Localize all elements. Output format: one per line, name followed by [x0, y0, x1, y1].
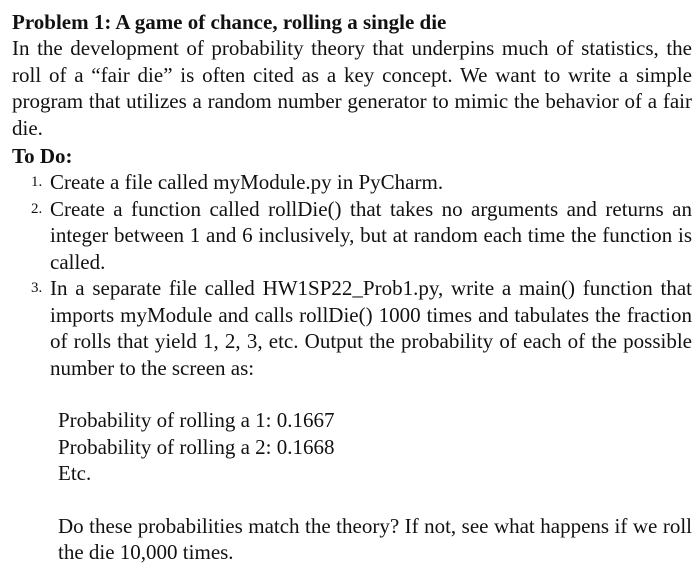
sample-output-line-1: Probability of rolling a 1: 0.1667: [58, 408, 335, 432]
todo-item-text: Create a function called rollDie() that takes no arguments and returns an integer between 1 and 6 inclusively, but at random each time the function is called.: [50, 196, 692, 274]
todo-item-number: 2.: [31, 200, 43, 217]
todo-item-2: [12, 196, 692, 276]
followup-question: Do these probabilities match the theory? If not, see what happens if we roll the die 10,000 times.: [58, 513, 692, 564]
todo-item-text: In a separate file called HW1SP22_Prob1.py, write a main() function that imports myModule and calls rollDie() 1000 times and tabulates the fraction of rolls that yield 1, 2, 3, etc. Output the probability of each of the possible number to the screen as:: [50, 276, 692, 380]
sample-output-line-etc: Etc.: [58, 461, 92, 485]
problem-title: Problem 1: A game of chance, rolling a single die: [12, 10, 447, 34]
sample-output: [58, 407, 692, 487]
todo-item-1: [12, 169, 692, 196]
todo-item-text: Create a file called myModule.py in PyCharm.: [50, 170, 444, 194]
todo-item-number: 1.: [31, 174, 43, 190]
sample-output-line-2: Probability of rolling a 2: 0.1668: [58, 434, 335, 459]
todo-item-number: 3.: [31, 280, 43, 296]
todo-item-3: [12, 275, 692, 381]
intro-paragraph: In the development of probability theory that underpins much of statistics, the roll of a “fair die” is often cited as a key concept. We want to write a simple program that utilizes a random number generator to mimic the behavior of a fair die.: [12, 36, 692, 140]
todo-list: [12, 169, 692, 381]
todo-heading: To Do:: [12, 144, 73, 168]
